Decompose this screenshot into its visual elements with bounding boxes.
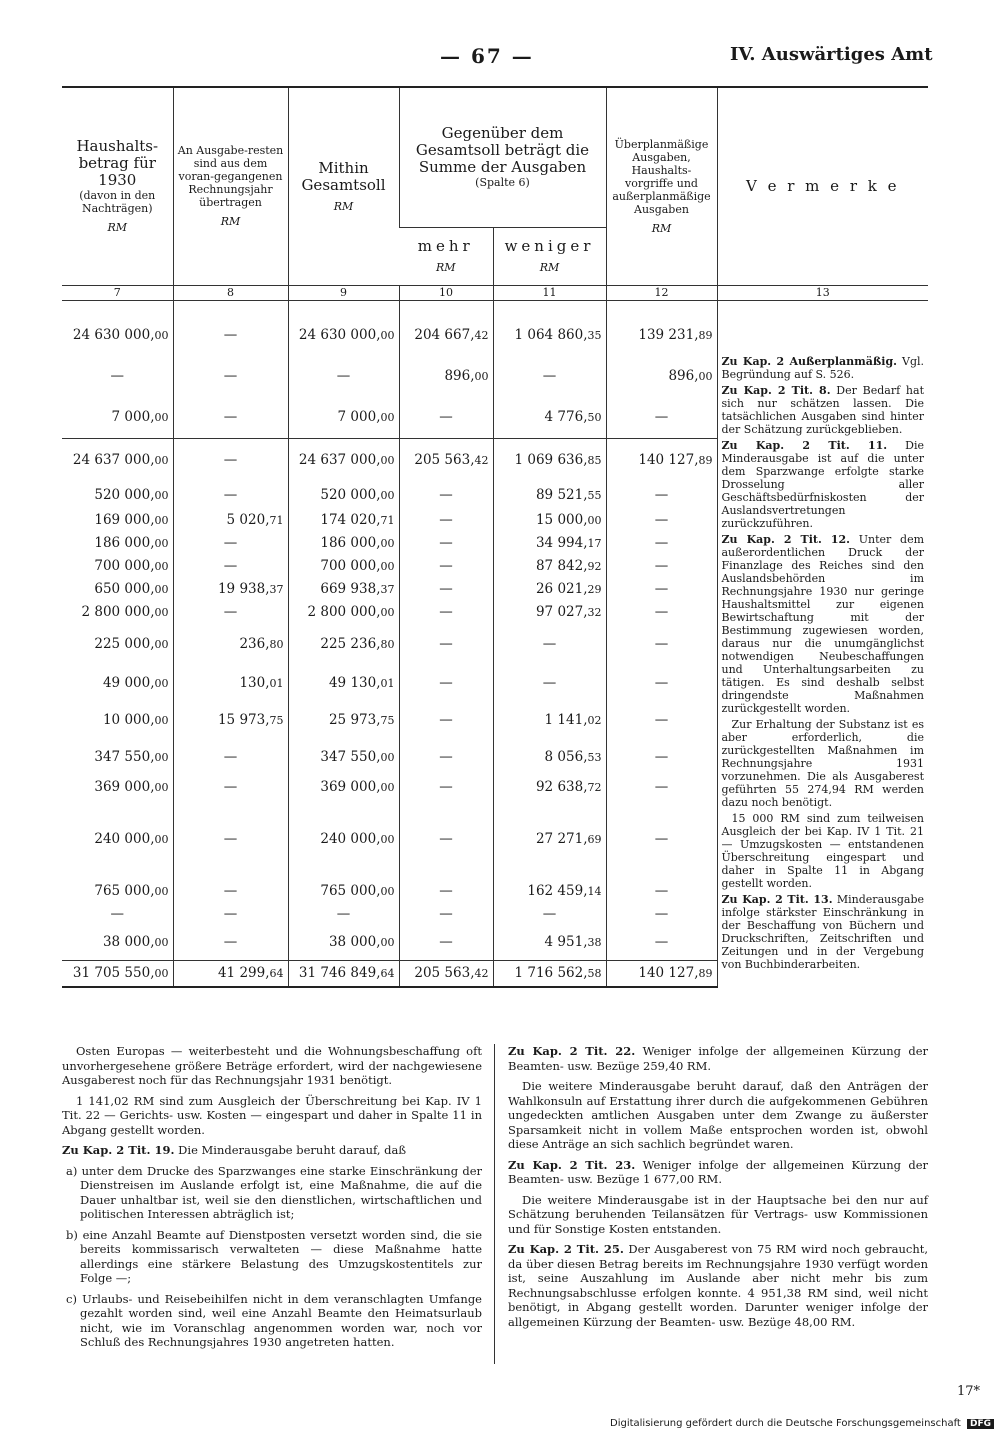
- table-cell: —: [173, 532, 288, 555]
- table-cell: —: [399, 925, 493, 961]
- remark-head: Zu Kap. 2 Tit. 11.: [721, 438, 888, 452]
- table-cell: —: [288, 903, 399, 925]
- table-cell: —: [399, 776, 493, 799]
- right-paragraph: Die weitere Minderausgabe beruht darauf, daß den Anträgen der Wahlkonsuln auf Erstattung ihrer durch die aufgekommenen Gebühren ungedeckten amtlichen Ausgaben unter dem Zwange zu äußerster Sparsamkeit nicht in vollem Maße entsprochen worden ist, obwohl diese Anträge an sich sachlich begründet waren.: [508, 1079, 928, 1151]
- cell-value: 204 667,42: [414, 326, 489, 343]
- right-paragraph: Zu Kap. 2 Tit. 23. Weniger infolge der allgemeinen Kürzung der Beamten- usw. Bezüge 1 677,00 RM.: [508, 1157, 929, 1186]
- col-header-11: weniger RM: [493, 227, 606, 285]
- table-cell: —: [173, 438, 288, 482]
- table-cell: —: [399, 397, 493, 439]
- budget-table: [62, 86, 928, 988]
- table-cell: [62, 601, 173, 624]
- table-cell: [493, 397, 606, 439]
- table-cell: —: [606, 397, 717, 439]
- right-paragraph: Die weitere Minderausgabe ist in der Hauptsache bei den nur auf Schätzung beruhenden Teilansätzen für Vertrags- usw Kommissionen und für Sonstige Kosten entstanden.: [508, 1192, 928, 1236]
- remark-head: Zu Kap. 2 Tit. 13.: [721, 892, 833, 906]
- cell-value: 38 000,00: [102, 933, 169, 950]
- remark: [722, 355, 925, 381]
- table-cell: —: [606, 702, 717, 739]
- cell-value: 225 236,80: [320, 635, 395, 652]
- table-cell: [62, 482, 173, 509]
- table-cell: [288, 555, 399, 578]
- table-cell: [62, 438, 173, 482]
- table-cell: —: [399, 702, 493, 739]
- table-cell: [288, 799, 399, 880]
- table-cell: [288, 925, 399, 961]
- cell-value: 186 000,00: [320, 534, 395, 551]
- table-cell: —: [399, 601, 493, 624]
- remarks-cell: [717, 300, 928, 987]
- cell-value: 49 000,00: [102, 674, 169, 691]
- cell-value: 765 000,00: [94, 882, 169, 899]
- cell-value: 10 000,00: [102, 711, 169, 728]
- table-cell: —: [606, 903, 717, 925]
- colnum-11: 11: [493, 285, 606, 300]
- table-cell: [62, 532, 173, 555]
- table-row: [62, 300, 928, 356]
- table-cell: —: [173, 300, 288, 356]
- table-cell: [399, 300, 493, 356]
- right-column: [508, 1044, 928, 1335]
- col-header-10: mehr RM: [399, 227, 493, 285]
- cell-value: 2 800 000,00: [81, 603, 169, 620]
- table-cell: [288, 438, 399, 482]
- tit19-text: Die Minderausgabe beruht darauf, daß: [178, 1143, 407, 1157]
- remark-text: Die Minderausgabe ist auf die unter dem Sparzwange erfolgte starke Drosselung aller Geschäftsbedürfniskosten der Auslandsvertretungen zurückzuführen.: [721, 438, 924, 530]
- remark: [722, 718, 925, 809]
- table-cell: —: [110, 905, 124, 922]
- table-cell: [62, 555, 173, 578]
- column-numbers: [62, 285, 928, 300]
- cell-value: 15 973,75: [217, 711, 284, 728]
- cell-value: 38 000,00: [328, 933, 395, 950]
- table-cell: [288, 960, 399, 987]
- table-cell: —: [606, 482, 717, 509]
- table-cell: [288, 578, 399, 601]
- table-cell: —: [606, 601, 717, 624]
- table-cell: [288, 482, 399, 509]
- table-cell: —: [399, 482, 493, 509]
- table-cell: [493, 532, 606, 555]
- cell-value: 24 630 000,00: [298, 326, 395, 343]
- remark-text: Unter dem außerordentlichen Druck der Finanzlage des Reiches sind den Auslandsbehörden im Rechnungsjahre 1930 nur geringe Haushaltsmittel zur eigenen Bewirtschaftung mit der Bestimmung zugewiesen worden, daraus nur die unumgänglichst notwendigen Neubeschaffungen und Unterhaltungsarbeiten zu tätigen. Es sind deshalb selbst dringendste Maßnahmen zurückgestellt worden.: [721, 532, 925, 715]
- right-paragraph: Zu Kap. 2 Tit. 22. Weniger infolge der allgemeinen Kürzung der Beamten- usw. Bezüge 259,40 RM.: [508, 1044, 929, 1073]
- cell-value: 669 938,37: [320, 580, 395, 597]
- colnum-7: 7: [62, 285, 173, 300]
- cell-value: 27 271,69: [535, 830, 602, 847]
- table-cell: [173, 509, 288, 532]
- column-divider: [494, 1044, 495, 1364]
- table-cell: —: [493, 665, 606, 702]
- cell-value: 130,01: [239, 674, 284, 691]
- tit19-item: a) unter dem Drucke des Sparzwanges eine starke Einschränkung der Dienstreisen im Auslande erfolgt ist, eine Maßnahme, die auf die Dauer unhaltbar ist, weil sie den dienstlichen, wirtschaftlichen und politischen Interessen abträglich ist;: [66, 1163, 482, 1221]
- table-cell: [62, 397, 173, 439]
- table-cell: —: [606, 555, 717, 578]
- table-cell: [606, 960, 717, 987]
- cell-value: 225 000,00: [94, 635, 169, 652]
- cell-value: 347 550,00: [94, 748, 169, 765]
- cell-value: 87 842,92: [535, 557, 602, 574]
- table-cell: —: [288, 356, 399, 397]
- table-cell: [288, 532, 399, 555]
- tit19-item: c) Urlaubs- und Reisebeihilfen nicht in dem veranschlagten Umfange gezahlt worden sind, weil eine Anzahl Beamte den Heimatsurlaub nicht, wie im Voranschlag angenommen worden war, noch vor Schluß des Rechnungsjahres 1930 angetreten hatten.: [66, 1291, 482, 1349]
- table-cell: [288, 880, 399, 903]
- remark: [722, 812, 925, 890]
- cell-value: 19 938,37: [217, 580, 284, 597]
- cell-value: 240 000,00: [94, 830, 169, 847]
- table-cell: —: [173, 739, 288, 776]
- table-cell: —: [399, 880, 493, 903]
- cell-value: 174 020,71: [320, 511, 395, 528]
- cell-value: 520 000,00: [320, 486, 395, 503]
- table-cell: [288, 601, 399, 624]
- colnum-12: 12: [606, 285, 717, 300]
- table-cell: [493, 702, 606, 739]
- cell-value: 89 521,55: [535, 486, 602, 503]
- table-cell: [173, 960, 288, 987]
- table-cell: [493, 300, 606, 356]
- cell-value: 896,00: [668, 367, 713, 384]
- right-paragraph: Zu Kap. 2 Tit. 25. Der Ausgaberest von 75 RM wird noch gebraucht, da über diesen Betrag bereits im Rechnungsjahre 1930 verfügt worden ist, seine Auszahlung im Auslande aber nicht mehr bis zum Rechnungsabschlusse erfolgen konnte. 4 951,38 RM sind, weil nicht benötigt, in Abgang gestellt worden. Darunter weniger infolge der allgemeinen Kürzung der Beamten- usw. Bezüge 48,00 RM.: [508, 1242, 929, 1329]
- cell-value: 520 000,00: [94, 486, 169, 503]
- cell-value: 2 800 000,00: [307, 603, 395, 620]
- cell-value: 1 141,02: [544, 711, 602, 728]
- table-cell: —: [606, 776, 717, 799]
- table-cell: [173, 665, 288, 702]
- table-cell: [399, 356, 493, 397]
- remark: [722, 533, 925, 715]
- table-cell: [399, 960, 493, 987]
- table-cell: [62, 702, 173, 739]
- cell-value: 7 000,00: [337, 408, 395, 425]
- cell-value: 49 130,01: [328, 674, 395, 691]
- table-body: [62, 300, 928, 987]
- remark-text: Vgl. Begründung auf S. 526.: [721, 354, 924, 381]
- table-cell: —: [606, 925, 717, 961]
- cell-value: 205 563,42: [414, 964, 489, 981]
- cell-value: 4 951,38: [544, 933, 602, 950]
- table-cell: [62, 300, 173, 356]
- table-cell: [493, 578, 606, 601]
- table-cell: —: [173, 925, 288, 961]
- table-cell: —: [173, 776, 288, 799]
- footer: [610, 1418, 994, 1429]
- table-cell: [493, 799, 606, 880]
- colnum-13: 13: [717, 285, 928, 300]
- cell-value: 240 000,00: [320, 830, 395, 847]
- cell-value: 205 563,42: [414, 451, 489, 468]
- cell-value: 4 776,50: [544, 408, 602, 425]
- cell-value: 369 000,00: [320, 778, 395, 795]
- table-cell: [62, 739, 173, 776]
- table-cell: [62, 509, 173, 532]
- colnum-9: 9: [288, 285, 399, 300]
- remark-head: Zu Kap. 2 Tit. 12.: [721, 532, 851, 546]
- left-paragraph: 1 141,02 RM sind zum Ausgleich der Überschreitung bei Kap. IV 1 Tit. 22 — Gerichts- usw. Kosten — eingespart und daher in Spalte 11 in Abgang gestellt worden.: [62, 1093, 482, 1137]
- table-cell: —: [606, 739, 717, 776]
- cell-value: 139 231,89: [638, 326, 713, 343]
- table-cell: —: [606, 509, 717, 532]
- cell-value: 24 637 000,00: [72, 451, 169, 468]
- group-header: Gegenüber dem Gesamtsoll beträgt die Summe der Ausgaben (Spalte 6): [399, 87, 606, 227]
- table-cell: [606, 300, 717, 356]
- cell-value: 369 000,00: [94, 778, 169, 795]
- col-header-9: Mithin Gesamtsoll RM: [288, 87, 399, 285]
- remark-head: Zu Kap. 2 Außerplanmäßig.: [721, 354, 897, 368]
- cell-value: 169 000,00: [94, 511, 169, 528]
- remark-text: 15 000 RM sind zum teilweisen Ausgleich der bei Kap. IV 1 Tit. 21 — Umzugskosten — entstandenen Überschreitung eingespart und daher in Spalte 11 in Abgang gestellt worden.: [721, 811, 924, 890]
- cell-value: 896,00: [444, 367, 489, 384]
- cell-value: 347 550,00: [320, 748, 395, 765]
- cell-value: 92 638,72: [535, 778, 602, 795]
- left-paragraph: Osten Europas — weiterbesteht und die Wohnungsbeschaffung oft unvorhergesehene größere Beträge erfordert, wird der nachgewiesene Ausgaberest noch für das Rechnungsjahr 1931 benötigt.: [62, 1044, 482, 1087]
- table-cell: —: [493, 356, 606, 397]
- table-cell: —: [606, 532, 717, 555]
- cell-value: 1 716 562,58: [514, 964, 602, 981]
- table-cell: [288, 300, 399, 356]
- table-cell: [493, 776, 606, 799]
- table-cell: [493, 601, 606, 624]
- table-cell: —: [399, 799, 493, 880]
- table-cell: —: [399, 532, 493, 555]
- cell-value: 24 637 000,00: [298, 451, 395, 468]
- table-cell: [493, 880, 606, 903]
- table-cell: —: [606, 880, 717, 903]
- table-cell: —: [399, 509, 493, 532]
- col-header-13: V e r m e r k e: [717, 87, 928, 285]
- table-cell: —: [606, 624, 717, 665]
- col-header-7: Haushalts-betrag für 1930 (davon in den Nachträgen) RM: [62, 87, 173, 285]
- remark: [722, 384, 925, 436]
- table-cell: [62, 578, 173, 601]
- tit19-paragraph: [62, 1143, 482, 1158]
- table-cell: —: [173, 397, 288, 439]
- page-number: — 67 —: [440, 44, 534, 68]
- table-cell: [288, 397, 399, 439]
- table-cell: [493, 482, 606, 509]
- table-cell: [173, 578, 288, 601]
- cell-value: 700 000,00: [320, 557, 395, 574]
- cell-value: 8 056,53: [544, 748, 602, 765]
- cell-value: 24 630 000,00: [72, 326, 169, 343]
- footer-text: Digitalisierung gefördert durch die Deutsche Forschungsgemeinschaft: [610, 1418, 961, 1429]
- remark-text: Der Bedarf hat sich nur schätzen lassen. Die tatsächlichen Ausgaben sind hinter der Schätzung zurückgeblieben.: [721, 383, 924, 436]
- running-title: IV. Auswärtiges Amt: [730, 44, 933, 65]
- table-cell: —: [173, 601, 288, 624]
- table-cell: —: [399, 555, 493, 578]
- table-cell: [173, 624, 288, 665]
- table-cell: [288, 776, 399, 799]
- table-cell: —: [173, 482, 288, 509]
- table-cell: [493, 739, 606, 776]
- cell-value: 186 000,00: [94, 534, 169, 551]
- tit19-item: b) eine Anzahl Beamte auf Dienstposten versetzt worden sind, die sie bereits kommissarisch verwalteten — diese Maßnahme hatte allerdings eine stärkere Belastung des Umzugskostentitels zur Folge —;: [66, 1227, 482, 1285]
- table-cell: —: [399, 624, 493, 665]
- table-cell: [288, 665, 399, 702]
- table-cell: [173, 702, 288, 739]
- cell-value: 1 069 636,85: [514, 451, 602, 468]
- table-cell: [288, 509, 399, 532]
- col-header-12: Überplanmäßige Ausgaben, Haushalts-vorgriffe und außerplanmäßige Ausgaben RM: [606, 87, 717, 285]
- table-cell: —: [173, 555, 288, 578]
- table-cell: —: [110, 367, 124, 384]
- cell-value: 650 000,00: [94, 580, 169, 597]
- table-cell: —: [606, 665, 717, 702]
- left-column: [62, 1044, 482, 1356]
- table-cell: [62, 960, 173, 987]
- cell-value: 1 064 860,35: [514, 326, 602, 343]
- table-cell: [493, 925, 606, 961]
- table-cell: [288, 702, 399, 739]
- table-cell: [62, 624, 173, 665]
- colnum-10: 10: [399, 285, 493, 300]
- table-cell: —: [399, 903, 493, 925]
- cell-value: 31 705 550,00: [72, 964, 169, 981]
- table-cell: —: [399, 665, 493, 702]
- remark-text: Zur Erhaltung der Substanz ist es aber erforderlich, die zurückgestellten Maßnahmen im Rechnungsjahre 1931 vorzunehmen. Die als Ausgaberest geführten 55 274,94 RM werden dazu noch benötigt.: [721, 717, 924, 809]
- table-cell: [62, 665, 173, 702]
- table-cell: —: [173, 880, 288, 903]
- dfg-logo-icon: DFG: [967, 1419, 994, 1429]
- col-header-8: An Ausgabe-resten sind aus dem voran-gegangenen Rechnungsjahr übertragen RM: [173, 87, 288, 285]
- table-cell: [62, 799, 173, 880]
- table-cell: [493, 555, 606, 578]
- table-cell: —: [606, 578, 717, 601]
- cell-value: 236,80: [239, 635, 284, 652]
- table-cell: —: [399, 578, 493, 601]
- table-cell: —: [399, 739, 493, 776]
- cell-value: 31 746 849,64: [298, 964, 395, 981]
- cell-value: 700 000,00: [94, 557, 169, 574]
- cell-value: 162 459,14: [527, 882, 602, 899]
- tit19-head: Zu Kap. 2 Tit. 19.: [62, 1143, 175, 1157]
- table-cell: [288, 624, 399, 665]
- cell-value: 34 994,17: [535, 534, 602, 551]
- table-cell: [62, 880, 173, 903]
- table-cell: [606, 356, 717, 397]
- table-cell: —: [493, 624, 606, 665]
- table-cell: —: [493, 903, 606, 925]
- table-cell: [399, 438, 493, 482]
- table-cell: —: [173, 799, 288, 880]
- table-cell: [288, 739, 399, 776]
- remark: [722, 893, 925, 971]
- table-cell: [62, 776, 173, 799]
- cell-value: 97 027,32: [535, 603, 602, 620]
- remark-text: Minderausgabe infolge stärkster Einschränkung in der Beschaffung von Büchern und Druckschriften, Zeitschriften und Zeitungen und in der Vergebung von Buchbinderarbeiten.: [721, 892, 925, 971]
- table-cell: [493, 509, 606, 532]
- cell-value: 25 973,75: [328, 711, 395, 728]
- explanatory-text: [62, 1044, 928, 1384]
- table-cell: —: [606, 799, 717, 880]
- cell-value: 140 127,89: [638, 451, 713, 468]
- table-cell: —: [173, 356, 288, 397]
- colnum-8: 8: [173, 285, 288, 300]
- cell-value: 765 000,00: [320, 882, 395, 899]
- cell-value: 15 000,00: [535, 511, 602, 528]
- cell-value: 26 021,29: [535, 580, 602, 597]
- table-cell: [493, 960, 606, 987]
- remark: [722, 439, 925, 530]
- table-cell: [606, 438, 717, 482]
- table-cell: —: [173, 903, 288, 925]
- table-cell: [493, 438, 606, 482]
- remark-head: Zu Kap. 2 Tit. 8.: [721, 383, 831, 397]
- cell-value: 41 299,64: [217, 964, 284, 981]
- cell-value: 5 020,71: [226, 511, 284, 528]
- cell-value: 140 127,89: [638, 964, 713, 981]
- cell-value: 7 000,00: [111, 408, 169, 425]
- signature-mark: 17*: [956, 1384, 980, 1399]
- table-cell: [62, 925, 173, 961]
